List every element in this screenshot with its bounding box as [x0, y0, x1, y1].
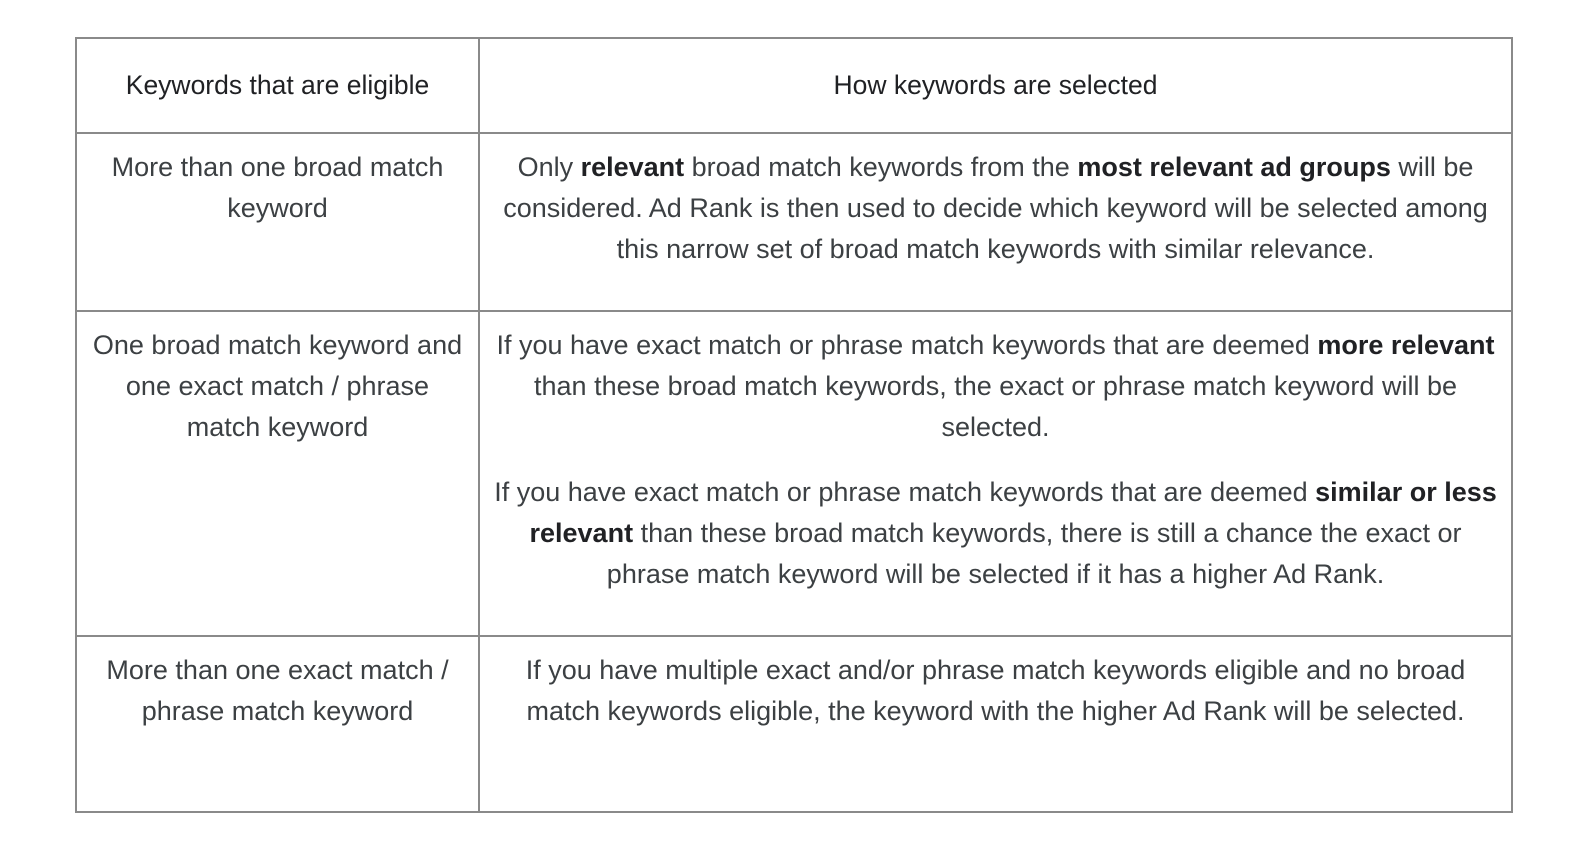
header-how-selected: How keywords are selected: [479, 38, 1512, 133]
selection-paragraph: [490, 650, 1501, 732]
text-span: Only: [517, 152, 581, 182]
eligible-cell: More than one broad match keyword: [76, 133, 479, 311]
text-span: than these broad match keywords, the exact or phrase match keyword will be selected.: [534, 371, 1457, 442]
selection-paragraph: [490, 472, 1501, 595]
bold-span: more relevant: [1317, 330, 1495, 360]
header-row: [76, 38, 1512, 133]
selection-cell: [479, 636, 1512, 812]
header-keywords-eligible: Keywords that are eligible: [76, 38, 479, 133]
eligible-cell: More than one exact match / phrase match keyword: [76, 636, 479, 812]
table-row: [76, 133, 1512, 311]
table-row: [76, 311, 1512, 636]
selection-cell: [479, 133, 1512, 311]
eligible-cell: One broad match keyword and one exact match / phrase match keyword: [76, 311, 479, 636]
bold-span: similar or less relevant: [529, 477, 1497, 548]
keyword-selection-table: [75, 37, 1513, 813]
selection-paragraph: [490, 325, 1501, 448]
text-span: broad match keywords from the: [684, 152, 1078, 182]
bold-span: relevant: [580, 152, 685, 182]
text-span: than these broad match keywords, there is still a chance the exact or phrase match keyword will be selected if it has a higher Ad Rank.: [606, 518, 1462, 589]
table-row: [76, 636, 1512, 812]
text-span: If you have exact match or phrase match keywords that are deemed: [496, 330, 1318, 360]
text-span: If you have exact match or phrase match keywords that are deemed: [494, 477, 1316, 507]
selection-paragraph: [490, 147, 1501, 270]
text-span: will be considered. Ad Rank is then used to decide which keyword will be selected among this narrow set of broad match keywords with similar relevance.: [503, 152, 1488, 264]
bold-span: most relevant ad groups: [1077, 152, 1391, 182]
text-span: If you have multiple exact and/or phrase match keywords eligible and no broad match keywords eligible, the keyword with the higher Ad Rank will be selected.: [525, 655, 1466, 726]
selection-cell: [479, 311, 1512, 636]
